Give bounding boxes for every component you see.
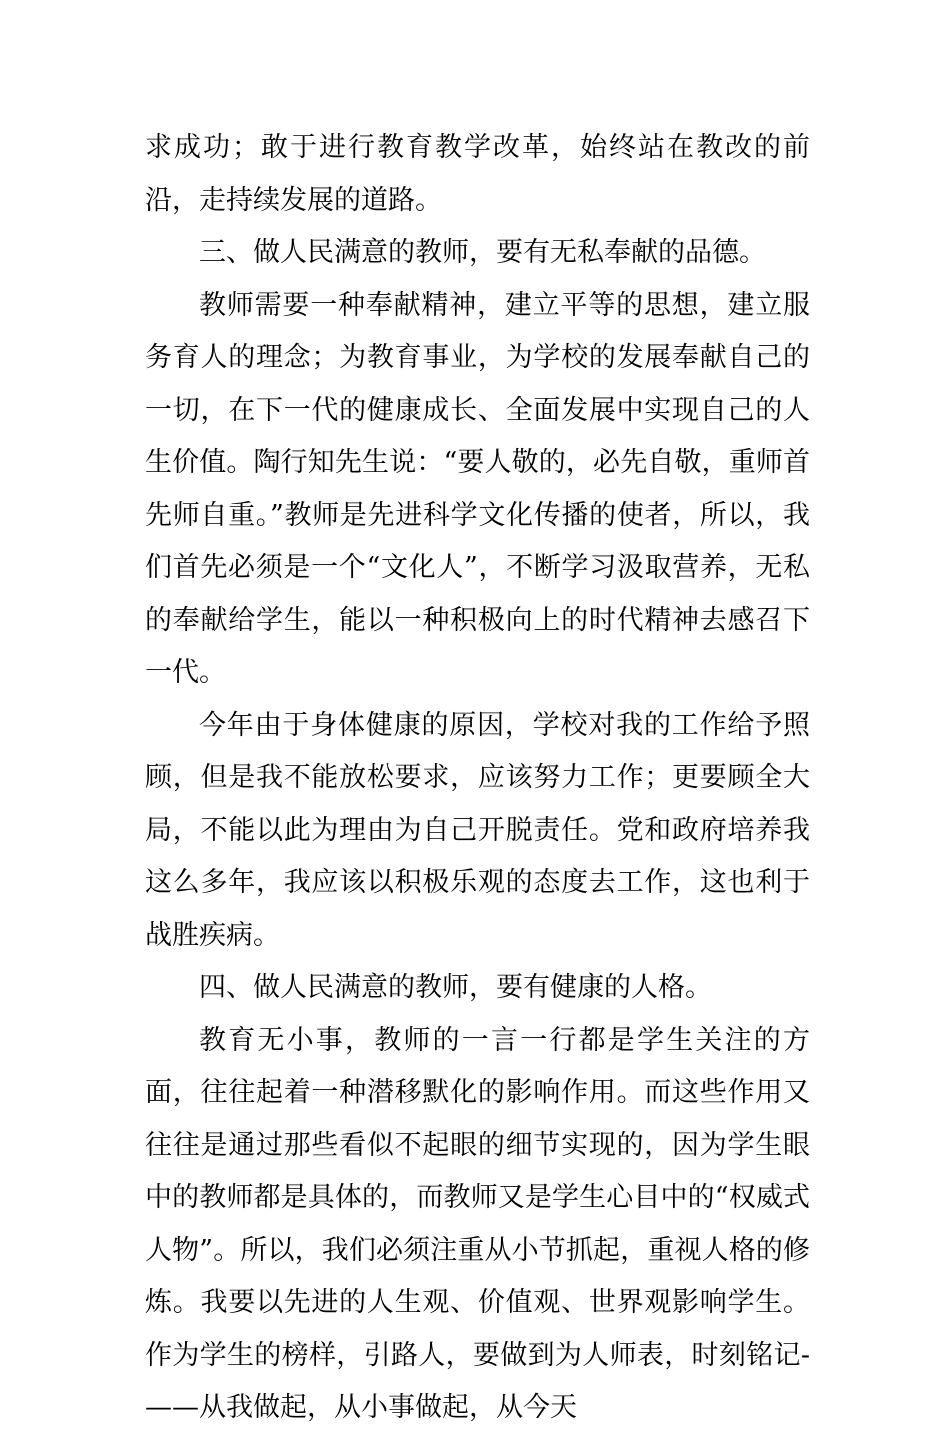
section-heading-three: 三、做人民满意的教师，要有无私奉献的品德。 <box>199 237 766 268</box>
paragraph-health: 今年由于身体健康的原因，学校对我的工作给予照顾，但是我不能放松要求，应该努力工作；更要顾全大局，不能以此为理由为自己开脱责任。党和政府培养我这么多年，我应该以积极乐观的态度去工作，这也利于战胜疾病。 <box>145 709 810 951</box>
document-page <box>145 122 810 1435</box>
paragraph-continuation: 求成功；敢于进行教育教学改革，始终站在教改的前沿，走持续发展的道路。 <box>145 132 810 216</box>
paragraph-personality: 教育无小事，教师的一言一行都是学生关注的方面，往往起着一种潜移默化的影响作用。而这些作用又往往是通过那些看似不起眼的细节实现的，因为学生眼中的教师都是具体的，而教师又是学生心目中的“权威式人物”。所以，我们必须注重从小节抓起，重视人格的修炼。我要以先进的人生观、价值观、世界观影响学生。作为学生的榜样，引路人，要做到为人师表，时刻铭记-——从我做起，从小事做起，从今天 <box>145 1024 810 1423</box>
paragraph-dedication: 教师需要一种奉献精神，建立平等的思想，建立服务育人的理念；为教育事业，为学校的发展奉献自己的一切，在下一代的健康成长、全面发展中实现自己的人生价值。陶行知先生说：“要人敬的，必先自敬，重师首先师自重。”教师是先进科学文化传播的使者，所以，我们首先必须是一个“文化人”，不断学习汲取营养，无私的奉献给学生，能以一种积极向上的时代精神去感召下一代。 <box>145 289 810 688</box>
section-heading-four: 四、做人民满意的教师，要有健康的人格。 <box>199 972 712 1003</box>
